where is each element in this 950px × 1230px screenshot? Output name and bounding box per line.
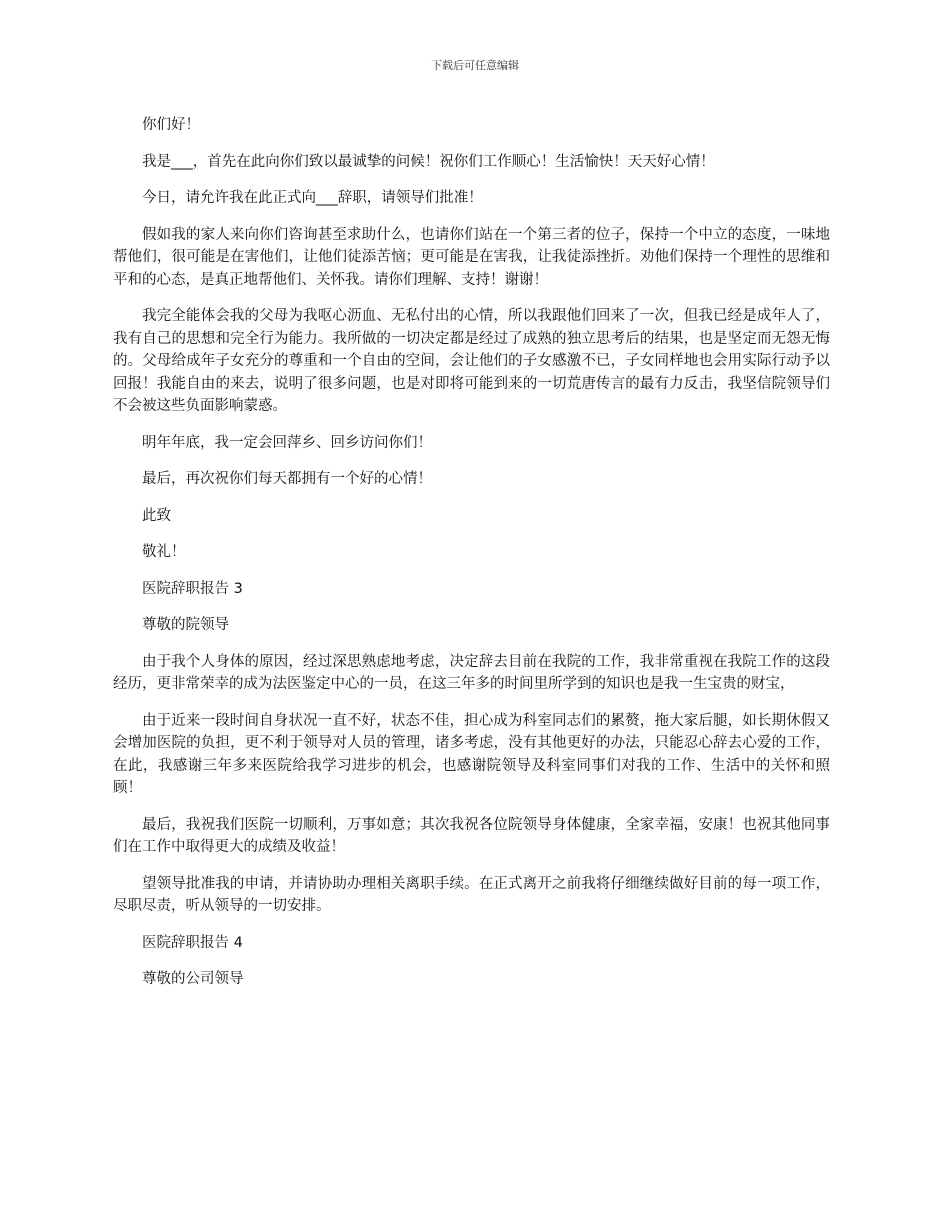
section-heading-3: 医院辞职报告 3 [142,580,243,597]
family-request-paragraph: 假如我的家人来向你们咨询甚至求助什么，也请你们站在一个第三者的位子，保持一个中立的态度，一味地帮他们，很可能是在害他们，让他们徒添苦恼；更可能是在害我，让我徒添挫折。劝他们保持一个理性的思维和平和的心态，是真正地帮他们、关怀我。请你们理解、支持！谢谢！ [113,226,830,288]
visit-paragraph: 明年年底，我一定会回萍乡、回乡访问你们！ [142,434,432,451]
health-reason-paragraph: 由于我个人身体的原因，经过深思熟虑地考虑，决定辞去目前在我院的工作，我非常重视在我院工作的这段经历，更非常荣幸的成为法医鉴定中心的一员，在这三年多的时间里所学到的知识也是我一生宝贵的财宝， [113,653,830,692]
salutation-4: 尊敬的公司领导 [142,971,244,987]
parents-paragraph: 我完全能体会我的父母为我呕心沥血、无私付出的心情，所以我跟他们回来了一次，但我已经是成年人了，我有自己的思想和完全行为能力。我所做的一切决定都是经过了成熟的独立思考后的结果，也是坚定而无怨无悔的。父母给成年子女充分的尊重和一个自由的空间，会让他们的子女感激不已，子女同样地也会用实际行动予以回报！我能自由的来去，说明了很多问题，也是对即将可能到来的一切荒唐传言的最有力反击，我坚信院领导们不会被这些负面影响蒙惑。 [113,308,830,414]
header-note: 下载后可任意编辑 [431,59,519,72]
approval-request-paragraph: 望领导批准我的申请，并请协助办理相关离职手续。在正式离开之前我将仔细继续做好目前的每一项工作，尽职尽责，听从领导的一切安排。 [113,875,830,914]
closing-jingli: 敬礼！ [142,544,186,560]
intro-paragraph: 我是___，首先在此向你们致以最诚挚的问候！祝你们工作顺心！生活愉快！天天好心情！ [142,153,715,170]
wishes-paragraph: 最后，再次祝你们每天都拥有一个好的心情！ [142,471,432,487]
blessing-paragraph: 最后，我祝我们医院一切顺利，万事如意；其次我祝各位院领导身体健康，全家幸福，安康！也祝其他同事们在工作中取得更大的成绩及收益！ [113,816,830,855]
section-heading-4: 医院辞职报告 4 [142,934,243,951]
closing-cizhi: 此致 [142,507,171,524]
greeting-paragraph: 你们好！ [142,117,200,133]
resignation-statement-paragraph: 今日，请允许我在此正式向___辞职，请领导们批准！ [142,190,483,206]
salutation-3: 尊敬的院领导 [142,617,229,633]
condition-paragraph: 由于近来一段时间自身状况一直不好，状态不佳，担心成为科室同志们的累赘，拖大家后腿，如长期休假又会增加医院的负担，更不利于领导对人员的管理，诸多考虑，没有其他更好的办法，只能忍心辞去心爱的工作，在此，我感谢三年多来医院给我学习进步的机会，也感谢院领导及科室同事们对我的工作、生活中的关怀和照顾！ [113,712,830,796]
document-body [113,114,830,1005]
